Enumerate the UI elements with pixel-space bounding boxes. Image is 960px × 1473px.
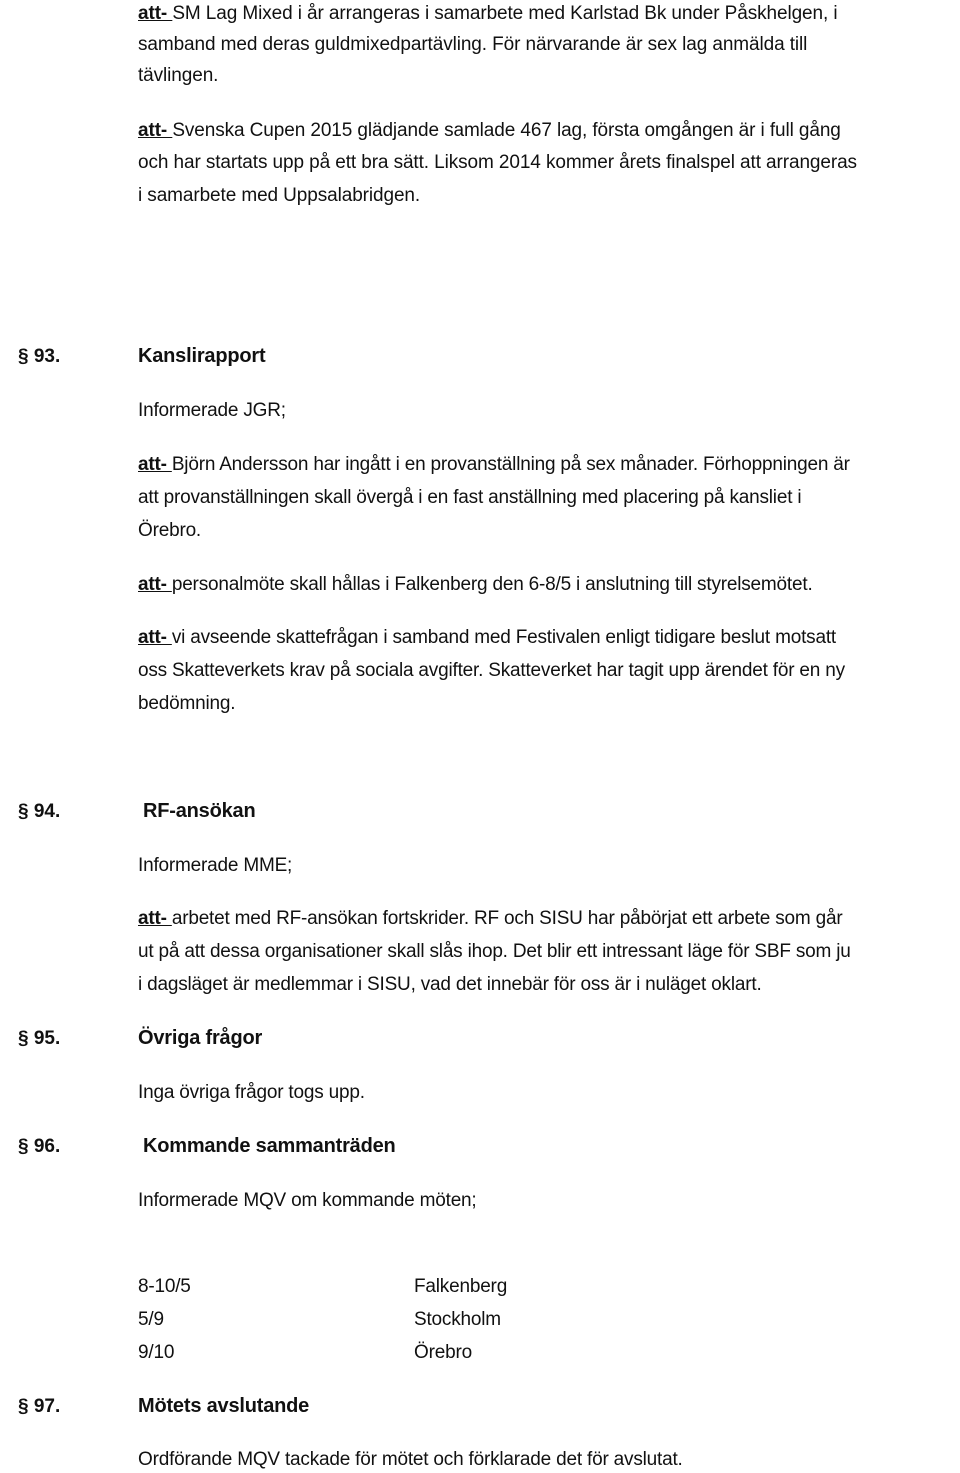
section-94-number: § 94. [18, 801, 61, 822]
section-94-p1-line-3: i dagsläget är medlemmar i SISU, vad det innebär för oss är i nuläget oklart. [138, 974, 762, 995]
paragraph-text: Björn Andersson har ingått i en provanställning på sex månader. Förhoppningen är [171, 454, 850, 475]
section-93-p1-line-3: Örebro. [138, 520, 202, 541]
meeting-place: Falkenberg [414, 1276, 508, 1297]
intro-p1-line-3: tävlingen. [138, 65, 219, 86]
att-label: att- [138, 120, 173, 141]
meeting-date: 9/10 [138, 1342, 175, 1363]
section-96-informed: Informerade MQV om kommande möten; [138, 1190, 477, 1211]
att-label: att- [138, 3, 173, 24]
section-97-text: Ordförande MQV tackade för mötet och förklarade det för avslutat. [138, 1449, 683, 1470]
section-93-p3-line-2: oss Skatteverkets krav på sociala avgifter. Skatteverket har tagit upp ärendet för en ny [138, 660, 845, 681]
section-97-number: § 97. [18, 1396, 61, 1417]
intro-p2-line-3: i samarbete med Uppsalabridgen. [138, 185, 421, 206]
paragraph-text: arbetet med RF-ansökan fortskrider. RF och SISU har påbörjat ett arbete som går [171, 908, 843, 929]
section-93-p2-line-1 [138, 574, 813, 596]
section-95-text: Inga övriga frågor togs upp. [138, 1082, 365, 1103]
paragraph-text: vi avseende skattefrågan i samband med Festivalen enligt tidigare beslut motsatt [171, 627, 836, 648]
section-93-p3-line-1 [138, 627, 836, 649]
paragraph-text: SM Lag Mixed i år arrangeras i samarbete med Karlstad Bk under Påskhelgen, i [172, 3, 838, 24]
meeting-date: 8-10/5 [138, 1276, 191, 1297]
section-93-p1-line-1 [138, 454, 850, 476]
section-94-informed: Informerade MME; [138, 855, 293, 876]
meeting-place: Örebro [414, 1342, 472, 1363]
section-93-number: § 93. [18, 346, 61, 367]
section-94-p1-line-2: ut på att dessa organisationer skall slås ihop. Det blir ett intressant läge för SBF som ju [138, 941, 851, 962]
att-label: att- [138, 454, 172, 475]
section-93-p3-line-3: bedömning. [138, 693, 236, 714]
section-96-title: Kommande sammanträden [143, 1135, 396, 1157]
intro-p1-line-2: samband med deras guldmixedpartävling. För närvarande är sex lag anmälda till [138, 34, 808, 55]
section-97-title: Mötets avslutande [138, 1395, 310, 1417]
section-93-title: Kanslirapport [138, 345, 266, 367]
att-label: att- [138, 574, 172, 595]
att-label: att- [138, 908, 172, 929]
section-93-p1-line-2: att provanställningen skall övergå i en fast anställning med placering på kansliet i [138, 487, 802, 508]
section-95-number: § 95. [18, 1028, 61, 1049]
meeting-place: Stockholm [414, 1309, 501, 1330]
section-95-title: Övriga frågor [138, 1027, 263, 1049]
att-label: att- [138, 627, 172, 648]
intro-p2-line-2: och har startats upp på ett bra sätt. Liksom 2014 kommer årets finalspel att arrangeras [138, 152, 857, 173]
intro-p2-line-1 [138, 120, 841, 142]
section-94-p1-line-1 [138, 908, 842, 930]
paragraph-text: personalmöte skall hållas i Falkenberg den 6-8/5 i anslutning till styrelsemötet. [171, 574, 813, 595]
section-94-title: RF-ansökan [143, 800, 256, 822]
paragraph-text: Svenska Cupen 2015 glädjande samlade 467 lag, första omgången är i full gång [172, 120, 841, 141]
meeting-date: 5/9 [138, 1309, 164, 1330]
intro-p1-line-1 [138, 3, 837, 25]
section-96-number: § 96. [18, 1136, 61, 1157]
section-93-informed: Informerade JGR; [138, 400, 286, 421]
